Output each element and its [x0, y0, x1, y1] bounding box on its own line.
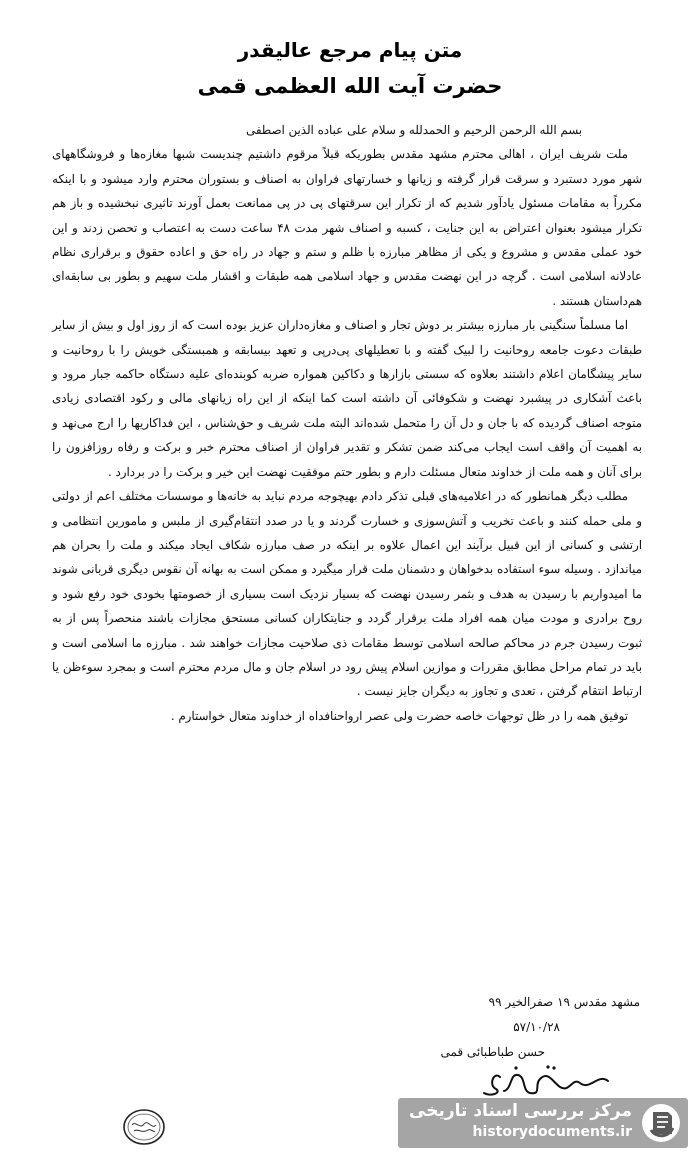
watermark-title: مرکز بررسی اسناد تاریخی	[409, 1101, 632, 1121]
document-body	[52, 118, 642, 728]
body-paragraph-3: مطلب دیگر همانطور که در اعلامیه‌های قبلی تذکر دادم بهیچوجه مردم نباید به خانه‌ها و موسسات مختلف اعم از دولتی و ملی حمله کنند و باعث تخریب و آتش‌سوزی و خسارت گردند و یا در صدد انتقام‌گیری از ملبس و مامورین انتظامی و ارتشی و کسانی از این قبیل برآیند این اعمال علاوه بر اینکه در صف مبارزه شکاف ایجاد میکند و ملت را بحران هم میاندازد . وسیله سوء استفاده بدخواهان و دشمنان ملت قرار میگیرد و ممکن است به بهانه آن نقوس دیگری قربانی شوند ما امیدواریم با رسیدن به هدف و بثمر رسیدن نهضت که بسیار نزدیک است بسیاری از خصومتها بخودی خود رفع شود و روح برادری و مودت میان همه افراد ملت برقرار گردد و جنایتکاران کسانی مستحق مجازات باشند منحصراً پس از به ثبوت رسیدن جرم در محاکم صالحه اسلامی توسط مقامات ذی صلاحیت مجازات خواهند شد . مبارزه ما اسلامی است و باید در تمام مراحل مطابق مقررات و موازین اسلام پیش رود در اسلام جان و مال مردم محترم است و بمجرد سوءظن یا ارتباط انتقام گرفتن ، تعدی و تجاوز به دیگران جایز نیست .	[52, 489, 642, 699]
watermark-banner	[398, 1098, 688, 1148]
seal-stamp	[122, 1108, 166, 1146]
body-paragraph-1: ملت شریف ایران ، اهالی محترم مشهد مقدس بطوریکه قبلاً مرقوم داشتیم چندیست شبها مغازه‌ها و فروشگاههای شهر مورد دستبرد و سرقت قرار گرفته و زیانها و خسارتهای فراوان به اصناف و بستوران محترم وارد میشود و با اینکه مکرراً به مقامات مسئول یادآور شدیم که از تکرار این سرقتهای پی در پی ممانعت بعمل آورند تاثیری نبخشیده و باز هم تکرار میشود بعنوان اعتراض به این جنایت ، کسبه و اصناف شهر مدت ۴۸ ساعت دست به اعتصاب و تحصن زدند و این خود عملی مقدس و مشروع و یکی از مظاهر مبارزه با ظلم و ستم و جهاد در راه حق و اعاده حقوق و برقراری نظام عادلانه اسلامی است . گرچه در این نهضت مقدس و جهاد اسلامی همه طبقات و اقشار ملت سهیم و بطور بی سابقه‌ای هم‌داستان هستند .	[52, 147, 642, 308]
signoff-block	[340, 990, 640, 1065]
solar-date: ۵۷/۱۰/۲۸	[513, 1020, 560, 1034]
handwritten-signature	[430, 1063, 620, 1103]
body-paragraph-4: توفیق همه را در ظل توجهات خاصه حضرت ولی عصر ارواحنافداه از خداوند متعال خواستارم .	[170, 708, 628, 723]
body-paragraph-2: اما مسلماً سنگینی بار مبارزه بیشتر بر دوش تجار و اصناف و مغازه‌داران عزیز بوده است که از روز اول و بیش از سایر طبقات دعوت جامعه روحانیت را لبیک گفته و با تعطیلهای پی‌درپی و تعهد بیسابقه و همبستگی خویش را با روحانیت و سایر پیشگامان اعلام داشتند بعلاوه که سستی بازارها و دکاکین همواره ضربه کوبنده‌ای علیه دستگاه حاکمه جبار مرود و باعث آشکاری در پیشبرد نهضت و شکوفائی آن داشته است کما اینکه از این راه زیانهای مالی و رکود اقتصادی زیادی متوجه اصناف گردیده که با جان و دل آن را متحمل شده‌اند البته ملت شریف و حق‌شناس ، این فداکاریها را ارج می‌نهد و به اهمیت آن واقف است ایجاب می‌کند ضمن تشکر و تقدیر فراوان از اصناف محترم خبر و برکت و رفاه روزافزون را برای آنان و همه ملت از خداوند متعال مسئلت دارم و بطور حتم موفقیت نهضت این خیر و برکت را در بردارد .	[52, 318, 642, 479]
archive-logo-icon	[640, 1102, 682, 1144]
document-title: متن پیام مرجع عالیقدر	[237, 38, 463, 62]
signer-name: حسن طباطبائی قمی	[440, 1045, 545, 1059]
place-date: مشهد مقدس ۱۹ صفرالخیر ۹۹	[488, 995, 640, 1009]
watermark-url: historydocuments.ir	[472, 1124, 632, 1140]
document-subtitle: حضرت آیت الله العظمی قمی	[197, 74, 503, 98]
opening-line: بسم الله الرحمن الرحیم و الحمدلله و سلام علی عباده الذین اصطفی	[245, 123, 582, 137]
